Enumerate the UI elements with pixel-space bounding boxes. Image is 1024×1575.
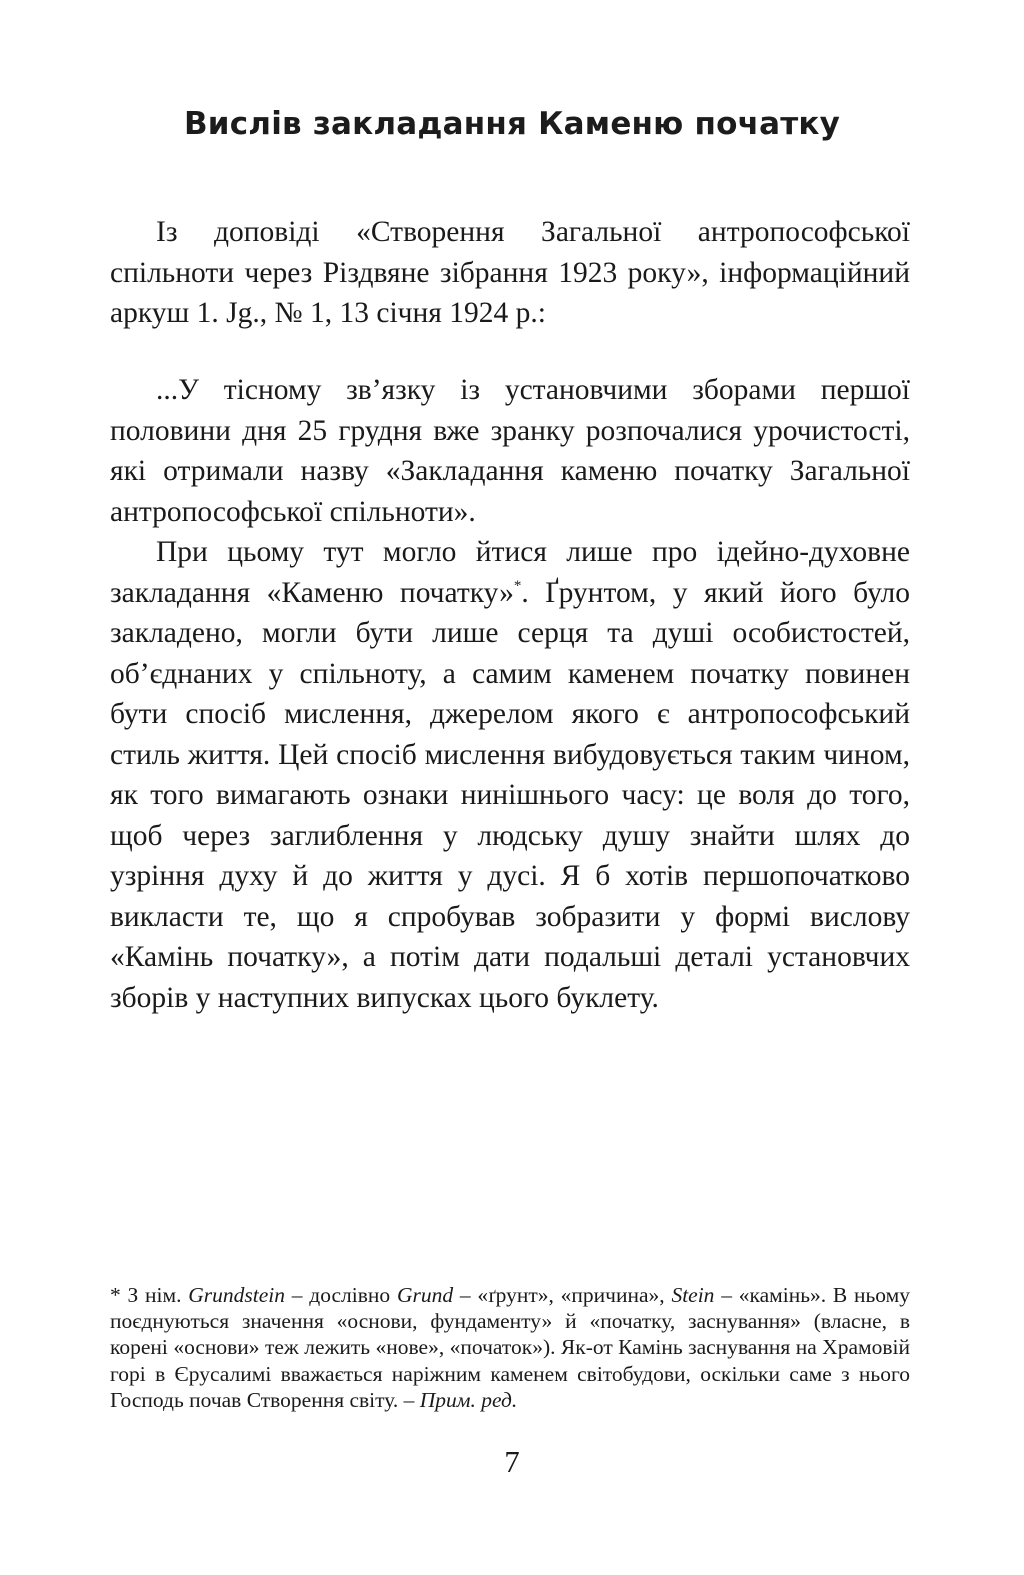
page-number: 7 [504, 1444, 520, 1479]
footnote-reference-mark: * [513, 577, 522, 594]
footnote-term-grundstein: Grundstein [188, 1283, 286, 1307]
footnote-text-3: – «ґрунт», «причина», [453, 1283, 672, 1307]
footnote-editor-note: Прим. ред. [419, 1387, 518, 1412]
quote-paragraph-2-rest: . Ґрунтом, у який його було закладено, могли бути лише серця та душі особистостей, об’єднаних у спільноту, а самим каменем початку повинен бути спосіб мислення, джерелом якого є антропософський стиль життя. Цей спосіб мислення вибудовується таким чином, як того вимагають ознаки нинішнього часу: це воля до того, щоб через заглиблення у людську душу знайти шлях до узріння духу й до життя у дусі. Я б хотів першопочатково викласти те, що я спробував зобразити у формі вислову «Камінь початку», а потім дати подальші деталі установчих зборів у наступних випусках цього буклету. [110, 576, 910, 1014]
quote-paragraph-1: ...У тісному зв’язку із установчими зборами першої половини дня 25 грудня вже зранку розпочалися урочистості, які отримали назву «Закладання каменю початку Загальної антропософської спільноти». [110, 374, 910, 528]
footnote-term-grund: Grund [396, 1283, 454, 1307]
page-title: Вислів закладання Каменю початку [183, 106, 841, 142]
footnote-text-4: – «камінь». В ньому поєднуються значення «основи, фундаменту» й «початку, заснування» (власне, в корені «основи» теж лежить «нове», «початок»). Як-от Камінь заснування на Храмовій горі в Єрусалимі вважається наріжним каменем світобудови, оскільки саме з нього Господь почав Створення світу. – [110, 1283, 911, 1412]
footnote-text-1: * З нім. [110, 1283, 189, 1307]
footnote [110, 1282, 910, 1413]
quote-paragraph-2-start: При цьому тут могло йтися лише про ідейно-духовне закладання «Каменю початку» [110, 536, 910, 609]
quote-paragraph-2 [110, 532, 910, 1018]
intro-paragraph: Із доповіді «Створення Загальної антропософської спільноти через Різдвяне зібрання 1923 року», інформаційний аркуш 1. Jg., № 1, 13 січня 1924 р.: [110, 216, 910, 329]
footnote-text-2: – дослівно [285, 1283, 397, 1307]
footnote-term-stein: Stein [671, 1283, 715, 1307]
intro-block [110, 212, 910, 334]
quote-block [110, 370, 910, 1018]
